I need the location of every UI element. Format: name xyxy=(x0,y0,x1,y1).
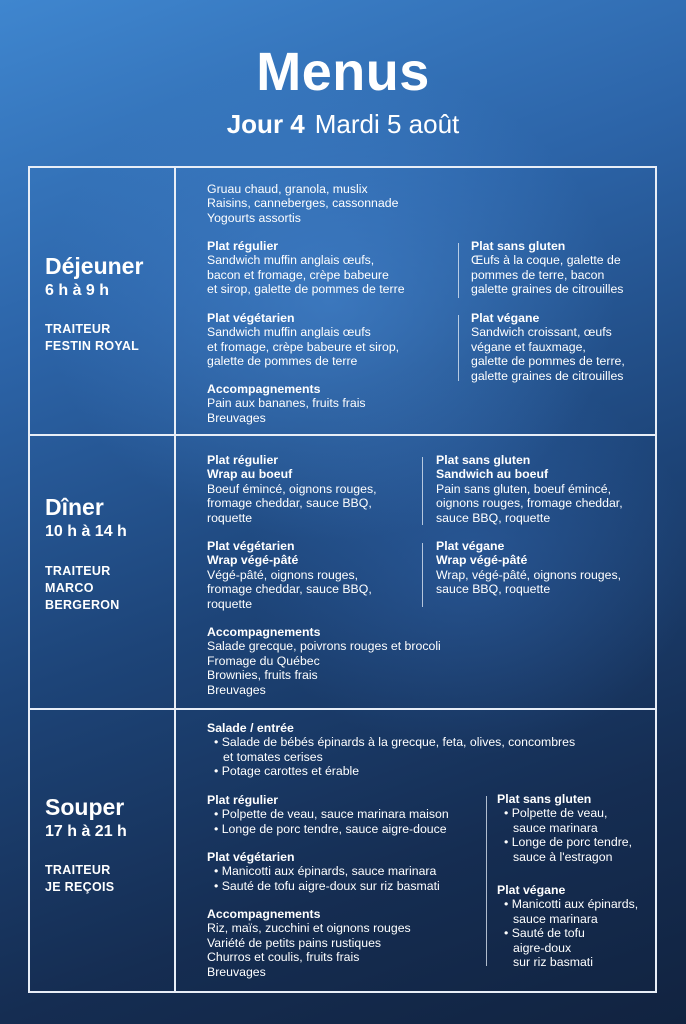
page-title: Menus xyxy=(256,42,430,102)
meal-name-dejeuner: Déjeuner xyxy=(45,253,144,279)
diner-accompagnements: Accompagnements Salade grecque, poivrons rouges et brocoli Fromage du Québec Brownies, fruits frais Breuvages xyxy=(207,625,441,697)
meal-name-souper: Souper xyxy=(45,794,125,820)
diner-separator-2 xyxy=(422,543,423,607)
column-divider xyxy=(174,166,176,993)
souper-plat-vegetarien: Plat végétarien • Manicotti aux épinards, sauce marinara • Sauté de tofu aigre-doux sur riz basmati xyxy=(207,850,440,893)
diner-plat-vegetarien: Plat végétarien Wrap végé-pâté Végé-pâté, oignons rouges, fromage cheddar, sauce BBQ, roquette xyxy=(207,539,372,611)
row-divider-dejeuner-diner xyxy=(28,434,657,436)
dejeuner-separator-1 xyxy=(458,243,459,298)
caterer-dejeuner: TRAITEUR FESTIN ROYAL xyxy=(45,322,140,353)
souper-salade-entree: Salade / entrée • Salade de bébés épinards à la grecque, feta, olives, concombres et tomates cerises • Potage carottes et érable xyxy=(207,721,576,779)
diner-plat-vegane: Plat végane Wrap végé-pâté Wrap, végé-pâté, oignons rouges, sauce BBQ, roquette xyxy=(436,539,622,597)
diner-plat-regulier: Plat régulier Wrap au boeuf Boeuf émincé, oignons rouges, fromage cheddar, sauce BBQ, roquette xyxy=(207,453,377,525)
diner-plat-sans-gluten: Plat sans gluten Sandwich au boeuf Pain sans gluten, boeuf émincé, oignons rouges, fromage cheddar, sauce BBQ, roquette xyxy=(436,453,623,525)
dejeuner-plat-vegetarien: Plat végétarien Sandwich muffin anglais œufs et fromage, crèpe babeure et sirop, galette de pommes de terre xyxy=(207,311,400,369)
caterer-souper: TRAITEUR JE REÇOIS xyxy=(45,863,115,894)
dejeuner-separator-2 xyxy=(458,315,459,381)
caterer-diner: TRAITEUR MARCO BERGERON xyxy=(45,564,120,612)
dejeuner-plat-sans-gluten: Plat sans gluten Œufs à la coque, galette de pommes de terre, bacon galette graines de citrouilles xyxy=(471,239,624,297)
meal-time-dejeuner: 6 h à 9 h xyxy=(45,282,110,299)
souper-separator xyxy=(486,796,487,966)
souper-plat-vegane: Plat végane • Manicotti aux épinards, sauce marinara • Sauté de tofu aigre-doux sur riz basmati xyxy=(497,883,639,970)
dejeuner-accompagnements: Accompagnements Pain aux bananes, fruits frais Breuvages xyxy=(207,382,366,425)
date-label: Mardi 5 août xyxy=(314,109,460,139)
day-label: Jour 4 xyxy=(226,109,305,139)
dejeuner-intro: Gruau chaud, granola, muslix Raisins, canneberges, cassonnade Yogourts assortis xyxy=(207,182,399,225)
dejeuner-plat-vegane: Plat végane Sandwich croissant, œufs végane et fauxmage, galette de pommes de terre, galette graines de citrouilles xyxy=(471,311,625,383)
meal-name-diner: Dîner xyxy=(45,494,104,520)
meal-time-souper: 17 h à 21 h xyxy=(45,823,127,840)
meal-time-diner: 10 h à 14 h xyxy=(45,523,127,540)
souper-accompagnements: Accompagnements Riz, maïs, zucchini et oignons rouges Variété de petits pains rustiques Churros et coulis, fruits frais Breuvages xyxy=(207,907,411,979)
row-divider-diner-souper xyxy=(28,708,657,710)
souper-plat-regulier: Plat régulier • Polpette de veau, sauce marinara maison • Longe de porc tendre, sauce aigre-douce xyxy=(207,793,449,836)
diner-separator-1 xyxy=(422,457,423,525)
dejeuner-plat-regulier: Plat régulier Sandwich muffin anglais œufs, bacon et fromage, crèpe babeure et sirop, galette de pommes de terre xyxy=(207,239,405,297)
page-subtitle xyxy=(0,108,686,140)
souper-plat-sans-gluten: Plat sans gluten • Polpette de veau, sauce marinara • Longe de porc tendre, sauce à l'estragon xyxy=(497,792,633,864)
